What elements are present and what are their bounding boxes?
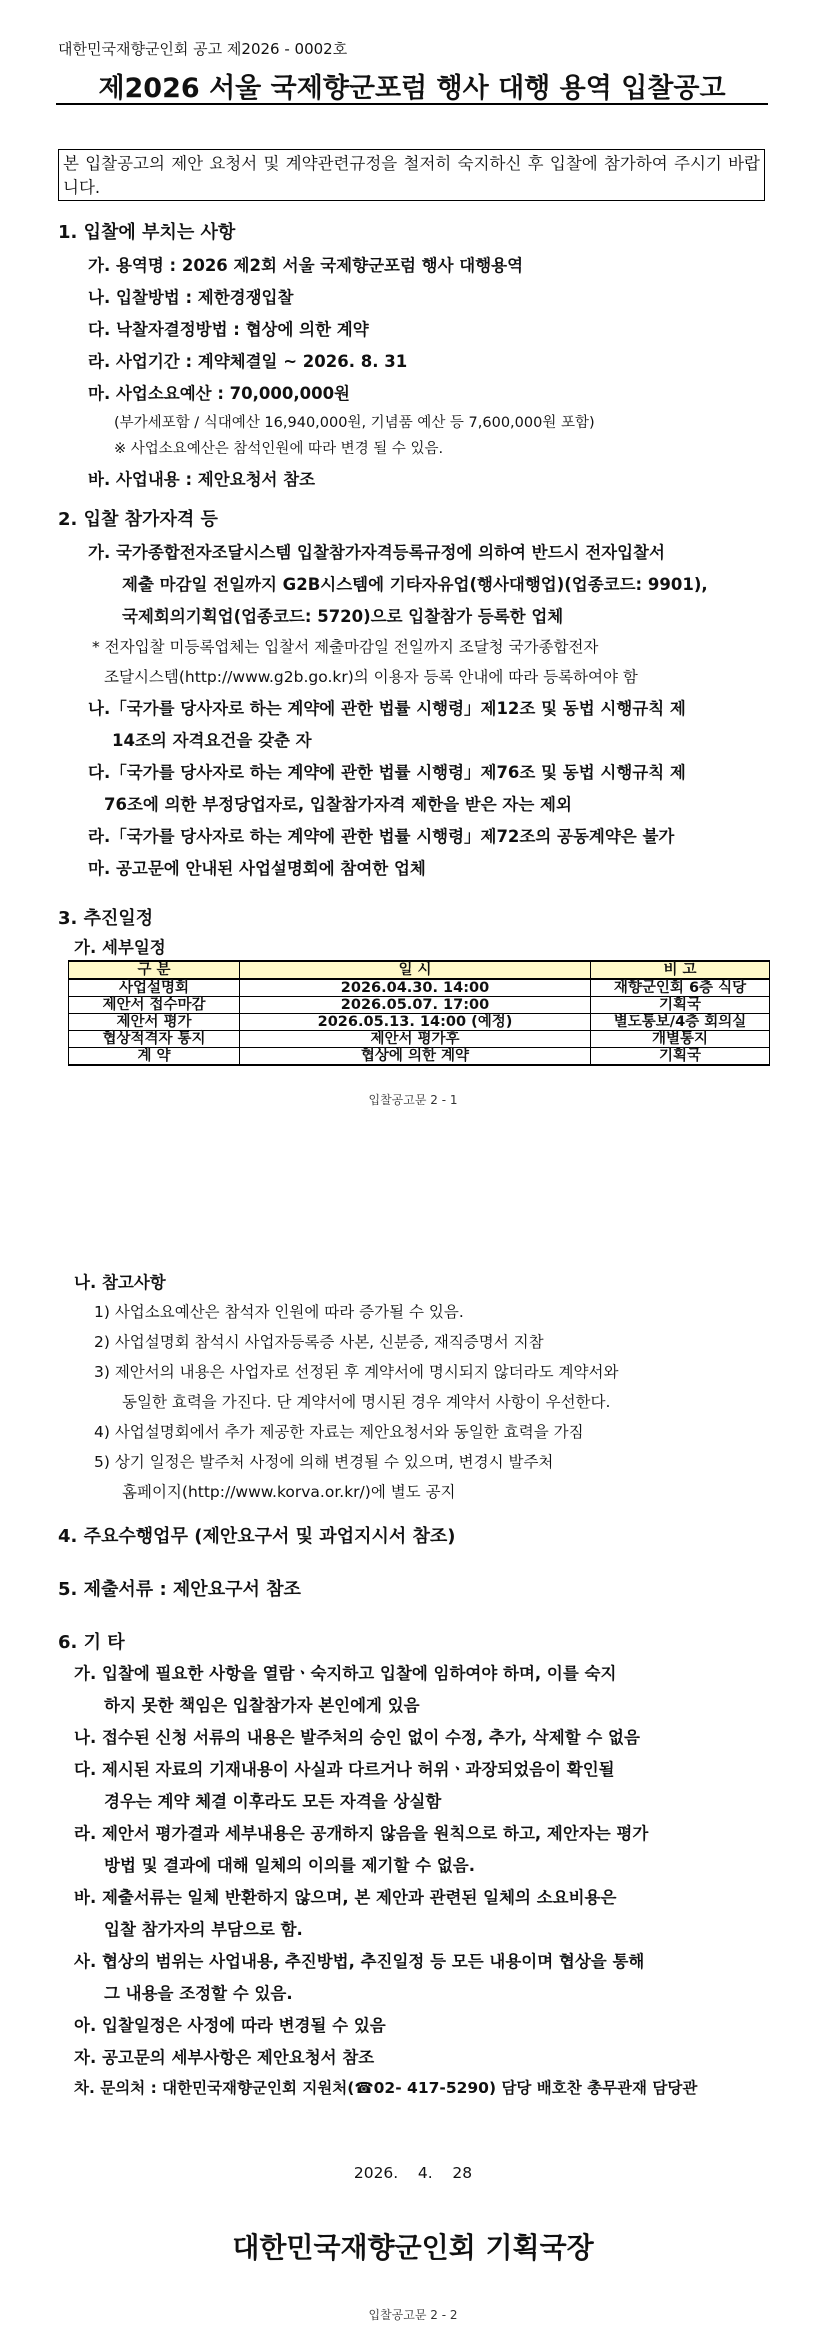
item-bid-method: 나. 입찰방법 : 제한경쟁입찰 — [88, 288, 294, 307]
qual-ma: 마. 공고문에 안내된 사업설명회에 참여한 업체 — [88, 859, 426, 878]
section-4-heading: 4. 주요수행업무 (제안요구서 및 과업지시서 참조) — [58, 1526, 456, 1547]
misc-na: 나. 접수된 신청 서류의 내용은 발주처의 승인 없이 수정, 추가, 삭제할 수 없음 — [74, 1728, 640, 1747]
qual-ga-line-3: 국제회의기획업(업종코드: 5720)으로 입찰참가 등록한 업체 — [122, 607, 564, 626]
notice-number: 대한민국재향군인회 공고 제2026 - 0002호 — [58, 40, 348, 58]
page-number-2: 입찰공고문 2 - 2 — [368, 2308, 458, 2322]
item-service-name: 가. 용역명 : 2026 제2회 서울 국제향군포럼 행사 대행용역 — [88, 256, 524, 275]
misc-ga-line-2: 하지 못한 책임은 입찰참가자 본인에게 있음 — [104, 1696, 420, 1715]
note-5-line-1: 5) 상기 일정은 발주처 사정에 의해 변경될 수 있으며, 변경시 발주처 — [94, 1453, 554, 1471]
table-cell: 사업설명회 — [69, 979, 240, 997]
misc-cha-contact: 차. 문의처 : 대한민국재향군인회 지원처(☎02- 417-5290) 담당 배호찬 총무관재 담당관 — [74, 2079, 698, 2097]
misc-da-line-2: 경우는 계약 체결 이후라도 모든 자격을 상실함 — [104, 1792, 442, 1811]
table-cell: 기획국 — [591, 997, 770, 1014]
signature: 대한민국재향군인회 기획국장 — [232, 2231, 594, 2264]
qual-star-line-1: * 전자입찰 미등록업체는 입찰서 제출마감일 전일까지 조달청 국가종합전자 — [92, 638, 599, 656]
table-header-cell: 비 고 — [591, 961, 770, 979]
budget-note: ※ 사업소요예산은 참석인원에 따라 변경 될 수 있음. — [114, 441, 444, 457]
note-4: 4) 사업설명회에서 추가 제공한 자료는 제안요청서와 동일한 효력을 가짐 — [94, 1423, 584, 1441]
schedule-table — [68, 960, 770, 1066]
table-cell: 협상적격자 통지 — [69, 1031, 240, 1048]
table-cell: 2026.05.07. 17:00 — [240, 997, 591, 1014]
schedule-subheading: 가. 세부일정 — [74, 938, 166, 957]
table-cell: 2026.05.13. 14:00 (예정) — [240, 1014, 591, 1031]
note-3-line-2: 동일한 효력을 가진다. 단 계약서에 명시된 경우 계약서 사항이 우선한다. — [122, 1393, 611, 1411]
table-row — [69, 1048, 770, 1066]
table-row — [69, 997, 770, 1014]
table-cell: 제안서 접수마감 — [69, 997, 240, 1014]
table-header-row — [69, 961, 770, 979]
misc-ba-line-1: 바. 제출서류는 일체 반환하지 않으며, 본 제안과 관련된 일체의 소요비용은 — [74, 1888, 617, 1907]
table-header-cell: 일 시 — [240, 961, 591, 979]
misc-da-line-1: 다. 제시된 자료의 기재내용이 사실과 다르거나 허위ㆍ과장되었음이 확인될 — [74, 1760, 615, 1779]
table-cell: 2026.04.30. 14:00 — [240, 979, 591, 997]
section-6-heading: 6. 기 타 — [58, 1632, 125, 1653]
table-header-cell: 구 분 — [69, 961, 240, 979]
misc-ra-line-1: 라. 제안서 평가결과 세부내용은 공개하지 않음을 원칙으로 하고, 제안자는 평가 — [74, 1824, 649, 1843]
qual-da-line-2: 76조에 의한 부정당업자로, 입찰참가자격 제한을 받은 자는 제외 — [104, 795, 572, 814]
notice-box: 본 입찰공고의 제안 요청서 및 계약관련규정을 철저히 숙지하신 후 입찰에 참가하여 주시기 바랍니다. — [58, 149, 765, 201]
qual-ra: 라.「국가를 당사자로 하는 계약에 관한 법률 시행령」제72조의 공동계약은 불가 — [88, 827, 675, 846]
section-3-heading: 3. 추진일정 — [58, 908, 154, 929]
item-award-method: 다. 낙찰자결정방법 : 협상에 의한 계약 — [88, 320, 369, 339]
section-2-heading: 2. 입찰 참가자격 등 — [58, 509, 218, 530]
misc-sa-line-1: 사. 협상의 범위는 사업내용, 추진방법, 추진일정 등 모든 내용이며 협상을 통해 — [74, 1952, 645, 1971]
table-cell: 개별통지 — [591, 1031, 770, 1048]
table-cell: 기획국 — [591, 1048, 770, 1066]
misc-a: 아. 입찰일정은 사정에 따라 변경될 수 있음 — [74, 2016, 386, 2035]
title-underline — [56, 103, 768, 105]
table-cell: 협상에 의한 계약 — [240, 1048, 591, 1066]
misc-sa-line-2: 그 내용을 조정할 수 있음. — [104, 1984, 293, 2003]
note-3-line-1: 3) 제안서의 내용은 사업자로 선정된 후 계약서에 명시되지 않더라도 계약서와 — [94, 1363, 619, 1381]
section-1-heading: 1. 입찰에 부치는 사항 — [58, 222, 236, 243]
qual-da-line-1: 다.「국가를 당사자로 하는 계약에 관한 법률 시행령」제76조 및 동법 시행규칙 제 — [88, 763, 686, 782]
section-5-heading: 5. 제출서류 : 제안요구서 참조 — [58, 1579, 301, 1600]
item-period: 라. 사업기간 : 계약체결일 ~ 2026. 8. 31 — [88, 352, 408, 371]
page-title: 제2026 서울 국제향군포럼 행사 대행 용역 입찰공고 — [98, 73, 726, 104]
reference-subheading: 나. 참고사항 — [74, 1273, 166, 1292]
qual-ga-line-2: 제출 마감일 전일까지 G2B시스템에 기타자유업(행사대행업)(업종코드: 9901), — [122, 575, 708, 594]
misc-ba-line-2: 입찰 참가자의 부담으로 함. — [104, 1920, 303, 1939]
item-budget: 마. 사업소요예산 : 70,000,000원 — [88, 384, 350, 403]
table-cell: 제안서 평가 — [69, 1014, 240, 1031]
table-cell: 계 약 — [69, 1048, 240, 1066]
misc-ja: 자. 공고문의 세부사항은 제안요청서 참조 — [74, 2048, 375, 2067]
note-1: 1) 사업소요예산은 참석자 인원에 따라 증가될 수 있음. — [94, 1303, 464, 1321]
issue-date: 2026. 4. 28 — [353, 2164, 473, 2182]
qual-na-line-2: 14조의 자격요건을 갖춘 자 — [112, 731, 312, 750]
table-row — [69, 1031, 770, 1048]
table-row — [69, 979, 770, 997]
qual-na-line-1: 나.「국가를 당사자로 하는 계약에 관한 법률 시행령」제12조 및 동법 시행규칙 제 — [88, 699, 686, 718]
note-2: 2) 사업설명회 참석시 사업자등록증 사본, 신분증, 재직증명서 지참 — [94, 1333, 544, 1351]
note-5-line-2: 홈페이지(http://www.korva.or.kr/)에 별도 공지 — [122, 1483, 456, 1501]
misc-ga-line-1: 가. 입찰에 필요한 사항을 열람ㆍ숙지하고 입찰에 임하여야 하며, 이를 숙지 — [74, 1664, 617, 1683]
qual-star-line-2: 조달시스템(http://www.g2b.go.kr)의 이용자 등록 안내에 따라 등록하여야 함 — [104, 668, 638, 686]
table-cell: 별도통보/4층 회의실 — [591, 1014, 770, 1031]
table-cell: 제안서 평가후 — [240, 1031, 591, 1048]
table-cell: 재향군인회 6층 식당 — [591, 979, 770, 997]
qual-ga-line-1: 가. 국가종합전자조달시스템 입찰참가자격등록규정에 의하여 반드시 전자입찰서 — [88, 543, 665, 562]
budget-detail: (부가세포함 / 식대예산 16,940,000원, 기념품 예산 등 7,600,000원 포함) — [114, 415, 595, 431]
item-content: 바. 사업내용 : 제안요청서 참조 — [88, 470, 316, 489]
misc-ra-line-2: 방법 및 결과에 대해 일체의 이의를 제기할 수 없음. — [104, 1856, 476, 1875]
page-number-1: 입찰공고문 2 - 1 — [368, 1093, 458, 1107]
table-row — [69, 1014, 770, 1031]
